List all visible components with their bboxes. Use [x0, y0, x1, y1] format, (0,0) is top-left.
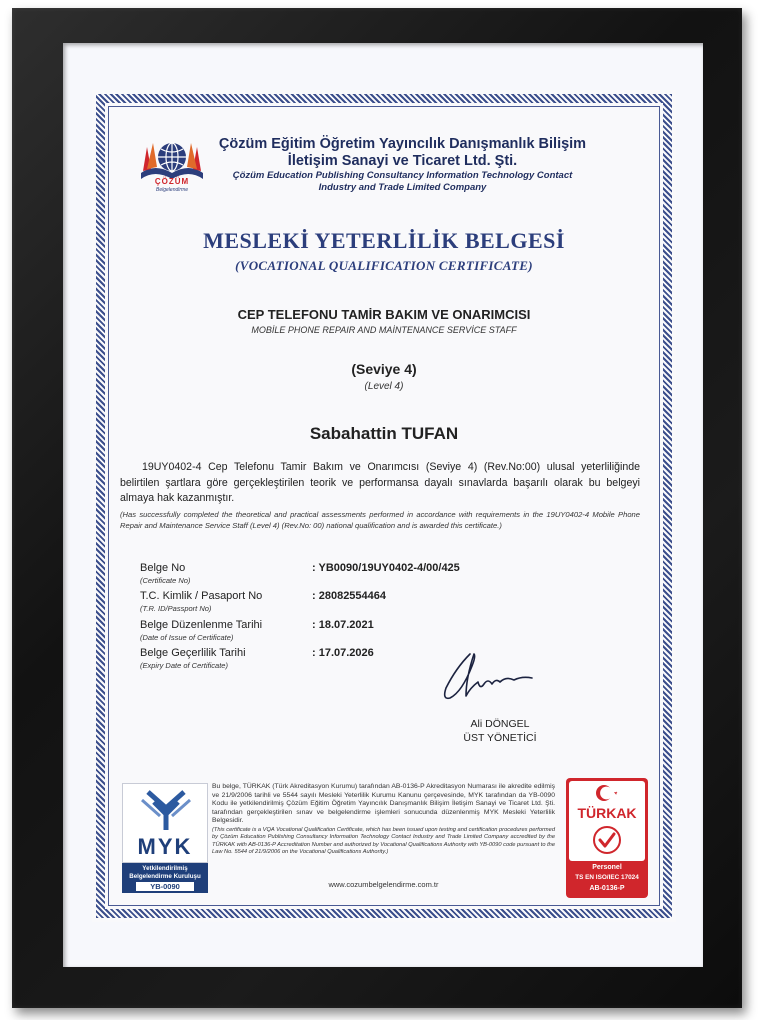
crescent-star-icon	[592, 783, 622, 803]
field-value-certificate-no: : YB0090/19UY0402-4/00/425	[312, 562, 460, 574]
company-name-en	[210, 170, 595, 194]
signature-mark	[436, 648, 546, 710]
field-label-issue-date: Belge Düzenlenme Tarihi	[140, 619, 263, 631]
level-tr: (Seviye 4)	[351, 361, 417, 377]
turkak-standard: TS EN ISO/IEC 17024	[575, 874, 639, 881]
occupation-en: MOBİLE PHONE REPAIR AND MAİNTENANCE SERVİCE STAFF	[251, 325, 517, 335]
turkak-inner-box	[569, 781, 645, 861]
signatory-title: ÜST YÖNETİCİ	[463, 732, 537, 744]
certificate-title: MESLEKİ YETERLİLİK BELGESİ	[203, 228, 565, 253]
turkak-name: TÜRKAK	[577, 805, 637, 821]
myk-line1: Yetkilendirilmiş	[142, 865, 188, 872]
signatory-name: Ali DÖNGEL	[470, 718, 530, 730]
checkmark-icon	[592, 825, 622, 855]
myk-name: MYK	[137, 834, 193, 859]
field-label-certificate-no-en: (Certificate No)	[140, 576, 191, 585]
myk-emblem-icon	[124, 786, 208, 836]
level-en: (Level 4)	[364, 381, 404, 392]
field-label-issue-date-en: (Date of Issue of Certificate)	[140, 633, 234, 642]
myk-code: YB-0090	[136, 882, 194, 891]
myk-badge	[122, 783, 208, 893]
field-label-id-no-en: (T.R. ID/Passport No)	[140, 604, 212, 613]
field-value-id-no: : 28082554464	[312, 590, 387, 602]
occupation-tr: CEP TELEFONU TAMİR BAKIM VE ONARIMCISI	[237, 307, 531, 322]
field-value-expiry-date: : 17.07.2026	[312, 647, 374, 659]
company-name-en-line1: Çözüm Education Publishing Consultancy Information Technology Contact	[232, 170, 573, 181]
statement-tr: 19UY0402-4 Cep Telefonu Tamir Bakım ve Onarımcısı (Seviye 4) (Rev.No:00) ulusal yeterliliğinde belirtilen şartlara göre gerçekleştirilen teorik ve performansa dayalı sınavlarda başarılı olarak bu belgeyi almaya hak kazanmıştır.	[120, 461, 640, 504]
turkak-badge	[566, 778, 648, 898]
website-link[interactable]: www.cozumbelgelendirme.com.tr	[328, 880, 439, 889]
company-logo	[133, 133, 211, 199]
field-label-expiry-date-en: (Expiry Date of Certificate)	[140, 661, 228, 670]
field-label-id-no: T.C. Kimlik / Pasaport No	[140, 590, 263, 602]
company-name-tr-line1: Çözüm Eğitim Öğretim Yayıncılık Danışmanlık Bilişim	[218, 136, 587, 152]
legal-text-tr: Bu belge, TÜRKAK (Türk Akreditasyon Kurumu) tarafından AB-0136-P Akreditasyon Numarası ile akredite edilmiş ve 21/9/2006 tarihli ve 5544 sayılı Mesleki Yeterlilik Kurumu Kanunu çerçevesinde, MYK tarafından da YB-0090 Kodu ile yetkilendirilmiş Çözüm Eğitim Öğretim Yayıncılık Danışmanlık Bilişim İletişim Sanayi ve Ticaret Ltd. Şti. tarafından gerçekleştirilen sınav ve belgelendirme işlemleri sonucunda düzenlenmiş MYK Mesleki Yeterlilik Belgesidir.	[212, 783, 555, 825]
company-name-tr	[210, 136, 595, 170]
myk-line2: Belgelendirme Kuruluşu	[129, 873, 201, 880]
legal-text-en: (This certificate is a VQA Vocational Qualification Certificate, which has been issued upon testing and certification procedures performed by Çözüm Education Publishing Consultancy Information Technology Contact Industry and Trade Limited Company accredited by the TÜRKAK with AB-0136-P Accreditation Number and authorized by Vocational Qualifications Authority with YB-0090 code pursuant to the Law No. 5544 of 21/9/2006 on the Vocational Qualifications Authority.)	[212, 827, 555, 856]
turkak-code: AB-0136-P	[589, 885, 625, 892]
myk-caption-box	[122, 863, 208, 893]
company-name-en-line2: Industry and Trade Limited Company	[318, 182, 487, 193]
logo-text: ÇÖZÜM	[154, 177, 190, 186]
myk-logo-box	[122, 783, 208, 863]
field-value-issue-date: : 18.07.2021	[312, 619, 374, 631]
field-label-expiry-date: Belge Geçerlilik Tarihi	[140, 647, 246, 659]
certificate-subtitle: (VOCATIONAL QUALIFICATION CERTIFICATE)	[235, 258, 533, 273]
turkak-scope: Personel	[592, 864, 622, 871]
signatory-block	[430, 717, 570, 745]
logo-subtext: Belgelendirme	[156, 187, 188, 193]
holder-name: Sabahattin TUFAN	[309, 424, 459, 443]
statement-en: (Has successfully completed the theoretical and practical assessments performed in accordance with requirements in the 19UY0402-4 Mobile Phone Repair and Maintenance Service Staff (Level 4) (Rev.No: 00) national qualification and is awarded this certificate.)	[120, 510, 640, 530]
company-name-tr-line2: İletişim Sanayi ve Ticaret Ltd. Şti.	[287, 153, 518, 169]
field-label-certificate-no: Belge No	[140, 562, 186, 574]
